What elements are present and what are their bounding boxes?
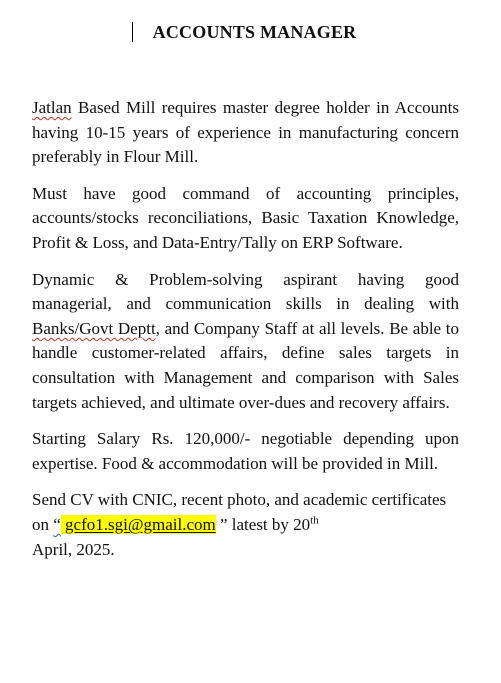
paragraph-duties-text-end: , and Company Staff at all levels. Be able to handle customer-related affairs, define sales targets in consultation with Management and comparison with Sales targets achieved, and ultimate over-dues and recovery affairs. <box>32 318 459 412</box>
paragraph-skills: Must have good command of accounting principles, accounts/stocks reconciliations, Basic Taxation Knowledge, Profit & Loss, and Data-Entry/Tally on ERP Software. <box>32 183 459 252</box>
deadline-date: April, 2025. <box>32 539 115 559</box>
paragraph-apply <box>32 488 459 562</box>
paragraph-duties-text-start: Dynamic & Problem-solving aspirant having good managerial, and communication skills in dealing with <box>32 269 459 314</box>
deadline-text: latest by 20 <box>227 514 311 534</box>
document-body <box>32 96 459 574</box>
apply-text: Send CV with CNIC, recent photo, and academic certificates on <box>32 490 447 534</box>
misspelled-phrase: Banks/Govt Deptt <box>32 318 156 338</box>
paragraph-salary: Starting Salary Rs. 120,000/- negotiable depending upon expertise. Food & accommodation will be provided in Mill. <box>32 429 459 473</box>
email-highlight <box>61 515 216 534</box>
paragraph-requirements-text: Based Mill requires master degree holder in Accounts having 10-15 years of experience in manufacturing concern preferably in Flour Mill. <box>32 98 459 167</box>
paragraph-requirements <box>32 96 459 170</box>
ordinal-suffix: th <box>310 514 319 527</box>
open-quote: “ <box>53 514 61 534</box>
misspelled-word: Jatlan <box>32 98 72 117</box>
job-title: ACCOUNTS MANAGER <box>152 22 357 42</box>
paragraph-duties <box>32 268 459 416</box>
close-quote: ” <box>215 514 228 534</box>
email-link[interactable]: gcfo1.sgi@gmail.com <box>65 514 216 534</box>
